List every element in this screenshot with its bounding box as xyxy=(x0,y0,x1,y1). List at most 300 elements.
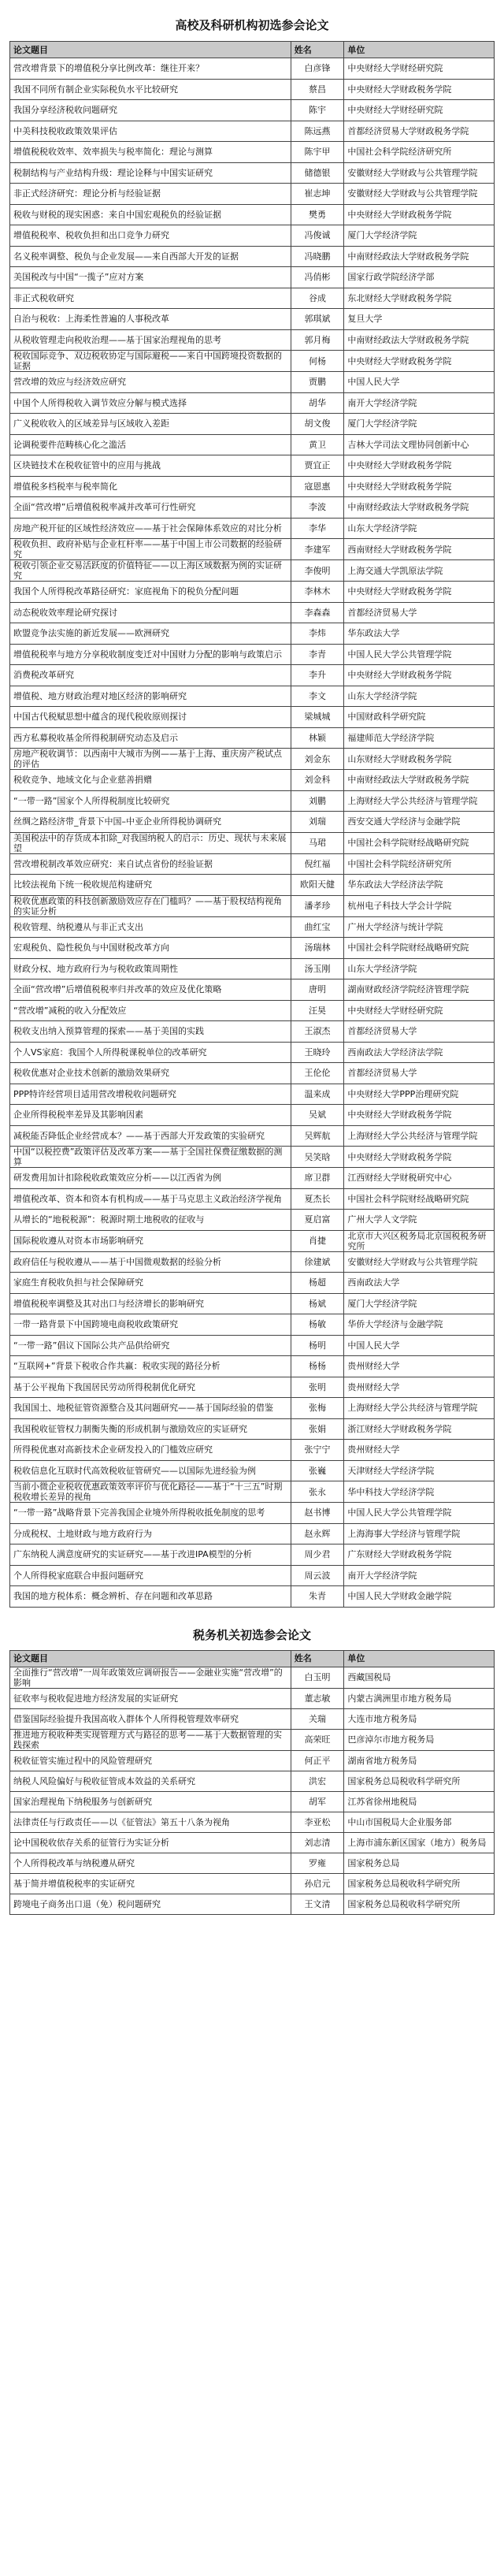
paper-title-cell: 全面“营改增”后增值税税率减并改革可行性研究 xyxy=(10,497,291,519)
header-paper-title: 论文题目 xyxy=(10,1650,291,1667)
table-row xyxy=(10,727,495,749)
author-name-cell: 王晓玲 xyxy=(291,1042,344,1063)
table-row xyxy=(10,1251,495,1273)
affiliation-cell: 上海交通大学凯原法学院 xyxy=(344,560,495,582)
table-row xyxy=(10,875,495,896)
table-row xyxy=(10,184,495,205)
author-name-cell: 曲红宝 xyxy=(291,916,344,938)
author-name-cell: 郭琪斌 xyxy=(291,309,344,330)
table-row xyxy=(10,1042,495,1063)
paper-title-cell: 名义税率调整、税负与企业发展——来自西部大开发的证据 xyxy=(10,246,291,267)
paper-title-cell: “一带一路”倡议下国际公共产品供给研究 xyxy=(10,1335,291,1356)
affiliation-cell: 大连市地方税务局 xyxy=(344,1708,495,1729)
affiliation-cell: 厦门大学经济学院 xyxy=(344,225,495,247)
table-row xyxy=(10,1021,495,1043)
author-name-cell: 杨斌 xyxy=(291,1293,344,1314)
table-row xyxy=(10,1791,495,1812)
author-name-cell: 高荣旺 xyxy=(291,1729,344,1750)
affiliation-cell: 江西财经大学财税研究中心 xyxy=(344,1168,495,1189)
author-name-cell: 张梅 xyxy=(291,1398,344,1419)
table-row xyxy=(10,1418,495,1440)
affiliation-cell: 厦门大学经济学院 xyxy=(344,1293,495,1314)
table-row xyxy=(10,749,495,770)
paper-title-cell: 纳税人风险偏好与税收征管成本效益的关系研究 xyxy=(10,1771,291,1791)
author-name-cell: 梁城城 xyxy=(291,707,344,728)
paper-title-cell: 个人所得税改革与纳税遵从研究 xyxy=(10,1853,291,1873)
author-name-cell: 孙启元 xyxy=(291,1873,344,1894)
table-row xyxy=(10,246,495,267)
paper-title-cell: 税收引领企业交易活跃度的价值特征——以上海区域数据为例的实证研究 xyxy=(10,560,291,582)
author-name-cell: 刘鹏 xyxy=(291,790,344,812)
paper-title-cell: 营改增背景下的增值税分享比例改革：继往开来？ xyxy=(10,58,291,80)
author-name-cell: 杨敏 xyxy=(291,1314,344,1336)
table-row xyxy=(10,392,495,414)
paper-title-cell: 全面推行“营改增”一周年政策效应调研报告——金融业实施“营改增”的影响 xyxy=(10,1667,291,1688)
affiliation-cell: 安徽财经大学财政与公共管理学院 xyxy=(344,184,495,205)
paper-title-cell: 营改增的效应与经济效应研究 xyxy=(10,372,291,393)
paper-title-cell: 个人VS家庭：我国个人所得税课税单位的改革研究 xyxy=(10,1042,291,1063)
affiliation-cell: 北京市大兴区税务局北京国税税务研究所 xyxy=(344,1230,495,1251)
table-row xyxy=(10,1314,495,1336)
paper-title-cell: 一带一路背景下中国跨境电商税收政策研究 xyxy=(10,1314,291,1336)
table-row xyxy=(10,623,495,645)
table-row xyxy=(10,329,495,351)
paper-title-cell: 中国古代税赋思想中蕴含的现代税收原则探讨 xyxy=(10,707,291,728)
author-name-cell: 周少君 xyxy=(291,1544,344,1566)
author-name-cell: 洪宏 xyxy=(291,1771,344,1791)
table-row xyxy=(10,58,495,80)
table-row xyxy=(10,434,495,455)
author-name-cell: 李青 xyxy=(291,644,344,665)
author-name-cell: 王淑杰 xyxy=(291,1021,344,1043)
table-row xyxy=(10,1544,495,1566)
affiliation-cell: 福建师范大学经济学院 xyxy=(344,727,495,749)
paper-title-cell: 从增长的“地税税源”：税源时期土地税收的征收与 xyxy=(10,1210,291,1231)
author-name-cell: 张永 xyxy=(291,1481,344,1503)
affiliation-cell: 上海财经大学公共经济与管理学院 xyxy=(344,1125,495,1147)
affiliation-cell: 贵州财经大学 xyxy=(344,1440,495,1461)
author-name-cell: 杨杨 xyxy=(291,1356,344,1377)
paper-title-cell: 中美科技税收政策效果评估 xyxy=(10,121,291,142)
paper-title-cell: 消费税改革研究 xyxy=(10,665,291,686)
table-row xyxy=(10,79,495,100)
author-name-cell: 贾宜正 xyxy=(291,455,344,477)
author-name-cell: 谷成 xyxy=(291,288,344,309)
paper-title-cell: 家庭生育税收负担与社会保障研究 xyxy=(10,1273,291,1294)
table-row xyxy=(10,1084,495,1105)
table-row xyxy=(10,560,495,582)
header-paper-title: 论文题目 xyxy=(10,42,291,58)
author-name-cell: 冯俊诚 xyxy=(291,225,344,247)
table-row xyxy=(10,895,495,916)
author-name-cell: 张宁宁 xyxy=(291,1440,344,1461)
affiliation-cell: 贵州财经大学 xyxy=(344,1356,495,1377)
affiliation-cell: 江苏省徐州地税局 xyxy=(344,1791,495,1812)
paper-title-cell: 我国不同所有制企业实际税负水平比较研究 xyxy=(10,79,291,100)
paper-title-cell: 税收信息化互联时代高效税收征管研究——以国际先进经验为例 xyxy=(10,1460,291,1481)
affiliation-cell: 山东财经大学财政税务学院 xyxy=(344,749,495,770)
affiliation-cell: 山东大学经济学院 xyxy=(344,518,495,539)
affiliation-cell: 华东政法大学经济法学院 xyxy=(344,875,495,896)
affiliation-cell: 中央财经大学财政税务学院 xyxy=(344,1147,495,1168)
affiliation-cell: 广东财经大学财政税务学院 xyxy=(344,1544,495,1566)
affiliation-cell: 山东大学经济学院 xyxy=(344,958,495,979)
affiliation-cell: 山东大学经济学院 xyxy=(344,686,495,707)
paper-title-cell: 税收管理、纳税遵从与非正式支出 xyxy=(10,916,291,938)
paper-title-cell: 论调税要件范畴核心化之滥活 xyxy=(10,434,291,455)
author-name-cell: 胡文俊 xyxy=(291,414,344,435)
table-row xyxy=(10,1708,495,1729)
author-name-cell: 欧阳天健 xyxy=(291,875,344,896)
table-row xyxy=(10,1230,495,1251)
author-name-cell: 冯晓鹏 xyxy=(291,246,344,267)
table-row xyxy=(10,1565,495,1586)
affiliation-cell: 华中科技大学经济学院 xyxy=(344,1481,495,1503)
header-author-name: 姓名 xyxy=(291,1650,344,1667)
table-row xyxy=(10,1125,495,1147)
table-row xyxy=(10,853,495,875)
author-name-cell: 陈宇 xyxy=(291,100,344,121)
author-name-cell: 马珺 xyxy=(291,832,344,853)
table-row xyxy=(10,204,495,225)
author-name-cell: 胡华 xyxy=(291,392,344,414)
author-name-cell: 刘金东 xyxy=(291,749,344,770)
paper-title-cell: 增值税多档税率与税率简化 xyxy=(10,476,291,497)
author-name-cell: 刘志清 xyxy=(291,1832,344,1853)
author-name-cell: 李炜 xyxy=(291,623,344,645)
table-row xyxy=(10,707,495,728)
table-row xyxy=(10,142,495,163)
paper-title-cell: 借鉴国际经验提升我国高收入群体个人所得税管理效率研究 xyxy=(10,1708,291,1729)
paper-title-cell: 推进地方税收种类实现管理方式与路径的思考——基于大数据管理的实践探索 xyxy=(10,1729,291,1750)
author-name-cell: 冯俏彬 xyxy=(291,267,344,288)
university-papers-table xyxy=(9,41,495,1608)
table-row xyxy=(10,644,495,665)
table-row xyxy=(10,1771,495,1791)
paper-title-cell: 非正式经济研究：理论分析与经验证据 xyxy=(10,184,291,205)
paper-title-cell: 宏观税负、隐性税负与中国财税改革方向 xyxy=(10,938,291,959)
paper-title-cell: 我国国土、地税征管资源整合及其问题研究——基于国际经验的借鉴 xyxy=(10,1398,291,1419)
table-row xyxy=(10,309,495,330)
table-row xyxy=(10,1273,495,1294)
author-name-cell: 林颖 xyxy=(291,727,344,749)
author-name-cell: 贾鹏 xyxy=(291,372,344,393)
author-name-cell: 何正平 xyxy=(291,1750,344,1771)
affiliation-cell: 巴彦淖尔市地方税务局 xyxy=(344,1729,495,1750)
table-row xyxy=(10,832,495,853)
table-row xyxy=(10,1853,495,1873)
paper-title-cell: 减税能否降低企业经营成本？——基于西部大开发政策的实验研究 xyxy=(10,1125,291,1147)
paper-title-cell: 财政分权、地方政府行为与税收政策周期性 xyxy=(10,958,291,979)
affiliation-cell: 中国社会科学院财经战略研究院 xyxy=(344,1188,495,1210)
affiliation-cell: 东北财经大学财政税务学院 xyxy=(344,288,495,309)
affiliation-cell: 中南财经政法大学财政税务学院 xyxy=(344,770,495,791)
table-row xyxy=(10,539,495,560)
table-row xyxy=(10,1523,495,1544)
paper-title-cell: 税收负担、政府补贴与企业杠杆率——基于中国上市公司数据的经验研究 xyxy=(10,539,291,560)
table-row xyxy=(10,1000,495,1021)
affiliation-cell: 安徽财经大学财政与公共管理学院 xyxy=(344,162,495,184)
author-name-cell: 汤瑞林 xyxy=(291,938,344,959)
affiliation-cell: 安徽财经大学财政与公共管理学院 xyxy=(344,1251,495,1273)
affiliation-cell: 湖南省地方税务局 xyxy=(344,1750,495,1771)
affiliation-cell: 南开大学经济学院 xyxy=(344,1565,495,1586)
affiliation-cell: 中央财经大学财政税务学院 xyxy=(344,351,495,372)
affiliation-cell: 国家行政学院经济学部 xyxy=(344,267,495,288)
author-name-cell: 张娟 xyxy=(291,1418,344,1440)
section-title: 税务机关初选参会论文 xyxy=(192,1627,311,1642)
table-row xyxy=(10,1873,495,1894)
author-name-cell: 刘瑞 xyxy=(291,812,344,833)
paper-title-cell: 美国税法中的存货成本扣除_对我国纳税人的启示：历史、现状与未来展望 xyxy=(10,832,291,853)
table-row xyxy=(10,1293,495,1314)
paper-title-cell: 自治与税收：上海柔性普遍的人事税改革 xyxy=(10,309,291,330)
table-row xyxy=(10,1377,495,1398)
table-row xyxy=(10,1398,495,1419)
paper-title-cell: 中国个人所得税收入调节效应分解与模式选择 xyxy=(10,392,291,414)
author-name-cell: 寇恩惠 xyxy=(291,476,344,497)
author-name-cell: 汪昊 xyxy=(291,1000,344,1021)
affiliation-cell: 浙江财经大学财政税务学院 xyxy=(344,1418,495,1440)
table-row xyxy=(10,1188,495,1210)
affiliation-cell: 中央财经大学财政税务学院 xyxy=(344,665,495,686)
paper-title-cell: 房地产税开征的区域性经济效应——基于社会保障体系效应的对比分析 xyxy=(10,518,291,539)
author-name-cell: 陈宇甲 xyxy=(291,142,344,163)
paper-title-cell: 增值税改革、资本和资本有机构成——基于马克思主义政治经济学视角 xyxy=(10,1188,291,1210)
table-row xyxy=(10,790,495,812)
author-name-cell: 李俊明 xyxy=(291,560,344,582)
author-name-cell: 关瑞 xyxy=(291,1708,344,1729)
table-row xyxy=(10,100,495,121)
table-row xyxy=(10,770,495,791)
table-row xyxy=(10,812,495,833)
table-row xyxy=(10,686,495,707)
paper-title-cell: 税制结构与产业结构升级：理论诠释与中国实证研究 xyxy=(10,162,291,184)
header-author-name: 姓名 xyxy=(291,42,344,58)
paper-title-cell: “互联网+”背景下税收合作共赢：税收实现的路径分析 xyxy=(10,1356,291,1377)
author-name-cell: 陈远燕 xyxy=(291,121,344,142)
paper-title-cell: 企业所得税税率差异及其影响因素 xyxy=(10,1105,291,1126)
author-name-cell: 杨明 xyxy=(291,1335,344,1356)
paper-title-cell: 所得税优惠对高新技术企业研发投入的门槛效应研究 xyxy=(10,1440,291,1461)
affiliation-cell: 南开大学经济学院 xyxy=(344,392,495,414)
author-name-cell: 张巍 xyxy=(291,1460,344,1481)
paper-title-cell: 增值税、地方财政治理对地区经济的影响研究 xyxy=(10,686,291,707)
affiliation-cell: 中央财经大学财政税务学院 xyxy=(344,582,495,603)
paper-title-cell: 从税收管理走向税收治理——基于国家治理视角的思考 xyxy=(10,329,291,351)
author-name-cell: 周云波 xyxy=(291,1565,344,1586)
paper-title-cell: 房地产税收调节：以西南中大城市为例——基于上海、重庆房产税试点的评估 xyxy=(10,749,291,770)
affiliation-cell: 上海财经大学公共经济与管理学院 xyxy=(344,790,495,812)
table-row xyxy=(10,1105,495,1126)
paper-title-cell: 税收优惠对企业技术创新的激励效果研究 xyxy=(10,1063,291,1084)
paper-title-cell: 政府信任与税收遵从——基于中国微观数据的经验分析 xyxy=(10,1251,291,1273)
author-name-cell: 吴斌 xyxy=(291,1105,344,1126)
affiliation-cell: 中央财经大学财政税务学院 xyxy=(344,1105,495,1126)
author-name-cell: 储德银 xyxy=(291,162,344,184)
affiliation-cell: 中国社会科学院经济研究所 xyxy=(344,853,495,875)
affiliation-cell: 贵州财经大学 xyxy=(344,1377,495,1398)
paper-title-cell: 广东纳税人满意度研究的实证研究——基于改进IPA模型的分析 xyxy=(10,1544,291,1566)
paper-title-cell: 增值税税收效率、效率损失与税率简化：理论与测算 xyxy=(10,142,291,163)
table-row xyxy=(10,1586,495,1608)
header-affiliation: 单位 xyxy=(344,1650,495,1667)
affiliation-cell: 华东政法大学 xyxy=(344,623,495,645)
paper-title-cell: 税收与财税的现实困惑：来自中国宏观税负的经验证据 xyxy=(10,204,291,225)
affiliation-cell: 上海市浦东新区国家（地方）税务局 xyxy=(344,1832,495,1853)
author-name-cell: 吴笑晗 xyxy=(291,1147,344,1168)
paper-title-cell: 增值税税率、税收负担和出口竞争力研究 xyxy=(10,225,291,247)
paper-title-cell: “一带一路”战略背景下完善我国企业境外所得税收抵免制度的思考 xyxy=(10,1503,291,1524)
table-row xyxy=(10,162,495,184)
paper-title-cell: 论中国税收依存关系的征管行为实证分析 xyxy=(10,1832,291,1853)
author-name-cell: 王文清 xyxy=(291,1894,344,1914)
affiliation-cell: 中南财经政法大学财政税务学院 xyxy=(344,246,495,267)
affiliation-cell: 内蒙古满洲里市地方税务局 xyxy=(344,1688,495,1708)
table-row xyxy=(10,916,495,938)
author-name-cell: 唐明 xyxy=(291,979,344,1001)
table-row xyxy=(10,497,495,519)
paper-title-cell: 比较法视角下统一税收规范构建研究 xyxy=(10,875,291,896)
table-row xyxy=(10,1812,495,1832)
affiliation-cell: 西安交通大学经济与金融学院 xyxy=(344,812,495,833)
affiliation-cell: 上海财经大学公共经济与管理学院 xyxy=(344,1398,495,1419)
table-row xyxy=(10,1440,495,1461)
paper-title-cell: 美国税改与中国“一揽子”应对方案 xyxy=(10,267,291,288)
affiliation-cell: 中国人民大学 xyxy=(344,372,495,393)
author-name-cell: 白彦锋 xyxy=(291,58,344,80)
affiliation-cell: 中央财经大学财经研究院 xyxy=(344,58,495,80)
paper-title-cell: 税收竞争、地域文化与企业慈善捐赠 xyxy=(10,770,291,791)
author-name-cell: 赵永辉 xyxy=(291,1523,344,1544)
author-name-cell: 徐建斌 xyxy=(291,1251,344,1273)
paper-title-cell: 当前小微企业税收优惠政策效率评价与优化路径——基于“十三五”时期税收增长差异的视角 xyxy=(10,1481,291,1503)
affiliation-cell: 复旦大学 xyxy=(344,309,495,330)
paper-title-cell: 税收国际竞争、双边税收协定与国际避税——来自中国跨境投资数据的证据 xyxy=(10,351,291,372)
affiliation-cell: 中山市国税局大企业服务部 xyxy=(344,1812,495,1832)
table-row xyxy=(10,1894,495,1914)
paper-title-cell: 中国“以税控费”政策评估及改革方案——基于全国社保费征缴数据的测算 xyxy=(10,1147,291,1168)
paper-title-cell: 国际税收遵从对资本市场影响研究 xyxy=(10,1230,291,1251)
affiliation-cell: 厦门大学经济学院 xyxy=(344,414,495,435)
table-row xyxy=(10,1503,495,1524)
affiliation-cell: 中国社会科学院经济研究所 xyxy=(344,142,495,163)
table-row xyxy=(10,351,495,372)
author-name-cell: 吴辉航 xyxy=(291,1125,344,1147)
author-name-cell: 朱青 xyxy=(291,1586,344,1608)
table-row xyxy=(10,372,495,393)
table-row xyxy=(10,1335,495,1356)
paper-title-cell: 我国个人所得税改革路径研究：家庭视角下的税负分配问题 xyxy=(10,582,291,603)
affiliation-cell: 中央财经大学PPP治理研究院 xyxy=(344,1084,495,1105)
author-name-cell: 肖捷 xyxy=(291,1230,344,1251)
author-name-cell: 郭月梅 xyxy=(291,329,344,351)
paper-title-cell: “一带一路”国家个人所得税制度比较研究 xyxy=(10,790,291,812)
university-papers-section xyxy=(9,17,495,1608)
author-name-cell: 何杨 xyxy=(291,351,344,372)
author-name-cell: 赵书博 xyxy=(291,1503,344,1524)
affiliation-cell: 国家税务总局 xyxy=(344,1853,495,1873)
affiliation-cell: 中央财经大学财政税务学院 xyxy=(344,476,495,497)
paper-title-cell: 个人所得税家庭联合申报问题研究 xyxy=(10,1565,291,1586)
table-header-row xyxy=(10,1650,495,1667)
affiliation-cell: 华侨大学经济与金融学院 xyxy=(344,1314,495,1336)
author-name-cell: 夏启富 xyxy=(291,1210,344,1231)
author-name-cell: 杨超 xyxy=(291,1273,344,1294)
paper-title-cell: 基于简并增值税税率的实证研究 xyxy=(10,1873,291,1894)
table-row xyxy=(10,979,495,1001)
author-name-cell: 白玉明 xyxy=(291,1667,344,1688)
affiliation-cell: 中南财经政法大学财政税务学院 xyxy=(344,497,495,519)
author-name-cell: 李林木 xyxy=(291,582,344,603)
affiliation-cell: 西藏国税局 xyxy=(344,1667,495,1688)
paper-title-cell: 欧盟竞争法实施的新近发展——欧洲研究 xyxy=(10,623,291,645)
author-name-cell: 李升 xyxy=(291,665,344,686)
author-name-cell: 崔志坤 xyxy=(291,184,344,205)
paper-title-cell: 法律责任与行政责任——以《征管法》第五十八条为视角 xyxy=(10,1812,291,1832)
paper-title-cell: 我国分享经济税收问题研究 xyxy=(10,100,291,121)
author-name-cell: 席卫群 xyxy=(291,1168,344,1189)
affiliation-cell: 首都经济贸易大学 xyxy=(344,1021,495,1043)
table-row xyxy=(10,518,495,539)
paper-title-cell: 丝绸之路经济带_背景下中国–中亚企业所得税协调研究 xyxy=(10,812,291,833)
affiliation-cell: 中国人民大学公共管理学院 xyxy=(344,1503,495,1524)
author-name-cell: 李森森 xyxy=(291,602,344,623)
affiliation-cell: 西南财经大学财政税务学院 xyxy=(344,539,495,560)
paper-title-cell: 营改增税制改革效应研究：来自试点省份的经验证据 xyxy=(10,853,291,875)
affiliation-cell: 中国社会科学院财经战略研究院 xyxy=(344,832,495,853)
affiliation-cell: 上海海事大学经济与管理学院 xyxy=(344,1523,495,1544)
author-name-cell: 胡军 xyxy=(291,1791,344,1812)
table-row xyxy=(10,665,495,686)
affiliation-cell: 首都经济贸易大学 xyxy=(344,602,495,623)
table-row xyxy=(10,414,495,435)
table-row xyxy=(10,1832,495,1853)
paper-title-cell: 我国税收征管权力制衡失衡的形成机制与激励效应的实证研究 xyxy=(10,1418,291,1440)
affiliation-cell: 中国人民大学公共管理学院 xyxy=(344,644,495,665)
table-row xyxy=(10,121,495,142)
affiliation-cell: 中国财政科学研究院 xyxy=(344,707,495,728)
paper-title-cell: 国家治理视角下纳税服务与创新研究 xyxy=(10,1791,291,1812)
author-name-cell: 潘孝珍 xyxy=(291,895,344,916)
affiliation-cell: 中央财经大学财政税务学院 xyxy=(344,79,495,100)
affiliation-cell: 中国社会科学院财经战略研究院 xyxy=(344,938,495,959)
affiliation-cell: 中国人民大学财政金融学院 xyxy=(344,1586,495,1608)
section-title: 高校及科研机构初选参会论文 xyxy=(175,18,329,32)
header-affiliation: 单位 xyxy=(344,42,495,58)
table-row xyxy=(10,938,495,959)
affiliation-cell: 首都经济贸易大学 xyxy=(344,1063,495,1084)
author-name-cell: 李华 xyxy=(291,518,344,539)
table-row xyxy=(10,1147,495,1168)
affiliation-cell: 国家税务总局税收科学研究所 xyxy=(344,1894,495,1914)
author-name-cell: 夏杰长 xyxy=(291,1188,344,1210)
paper-title-cell: 分成税权、土地财政与地方政府行为 xyxy=(10,1523,291,1544)
paper-title-cell: 税收优惠政策的科技创新激励效应存在门槛吗？——基于股权结构视角的实证分析 xyxy=(10,895,291,916)
affiliation-cell: 广州大学经济与统计学院 xyxy=(344,916,495,938)
table-row xyxy=(10,1667,495,1688)
affiliation-cell: 天津财经大学经济学院 xyxy=(344,1460,495,1481)
affiliation-cell: 国家税务总局税收科学研究所 xyxy=(344,1771,495,1791)
affiliation-cell: 国家税务总局税收科学研究所 xyxy=(344,1873,495,1894)
author-name-cell: 李文 xyxy=(291,686,344,707)
table-row xyxy=(10,1210,495,1231)
paper-title-cell: 基于公平视角下我国居民劳动所得税制优化研究 xyxy=(10,1377,291,1398)
table-row xyxy=(10,1460,495,1481)
affiliation-cell: 湖南财政经济学院经济管理学院 xyxy=(344,979,495,1001)
paper-title-cell: 研发费用加计扣除税收政策效应分析——以江西省为例 xyxy=(10,1168,291,1189)
paper-title-cell: 增值税税率调整及其对出口与经济增长的影响研究 xyxy=(10,1293,291,1314)
